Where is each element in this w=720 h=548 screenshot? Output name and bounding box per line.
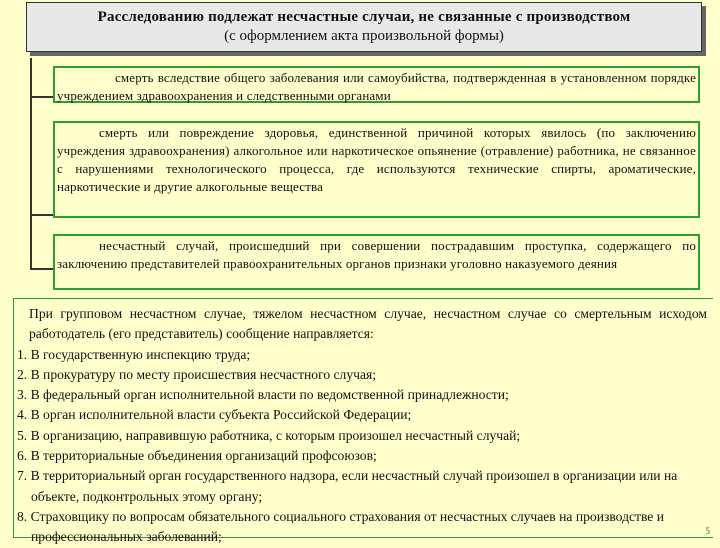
recipient-list — [17, 345, 713, 548]
case-text-2: смерть или повреждение здоровья, единственной причиной которых явилось (по заключению учреждения здравоохранения) алкогольное или наркотическое опьянение (отравление) работника, не связанное с нарушениями технологического процесса, где используются технические спирты, ароматические, наркотические и другие алкогольные вещества — [57, 125, 696, 194]
case-box-3 — [53, 234, 700, 290]
page-number: 5 — [705, 526, 710, 536]
title-line-2: (с оформлением акта произвольной формы) — [224, 28, 504, 44]
recipient-item: 8. Страховщику по вопросам обязательного социального страхования от несчастных случаев на производстве и профессиональных заболеваний; — [17, 508, 665, 545]
connector-spine — [30, 58, 32, 268]
recipient-item: 1. В государственную инспекцию труда; — [17, 346, 251, 362]
recipient-item: 4. В орган исполнительной власти субъекта Российской Федерации; — [17, 407, 412, 423]
notification-section — [13, 298, 713, 545]
title-box — [26, 2, 702, 52]
notification-intro: При групповом несчастном случае, тяжелом несчастном случае, несчастном случае со смертельным исходом работодатель (его представитель) сообщение направляется: — [29, 306, 707, 342]
case-text-3: несчастный случай, происшедший при совершении пострадавшим проступка, содержащего по заключению представителей правоохранительных органов признаки уголовно наказуемого деяния — [57, 238, 696, 271]
recipient-item: 3. В федеральный орган исполнительной власти по ведомственной принадлежности; — [17, 387, 509, 403]
recipient-item: 5. В организацию, направившую работника, с которым произошел несчастный случай; — [17, 427, 521, 443]
recipient-item: 7. В территориальный орган государственного надзора, если несчастный случай произошел в организации или на объекте, подконтрольных этому органу; — [17, 468, 678, 504]
recipient-item: 6. В территориальные объединения организаций профсоюзов; — [17, 448, 377, 464]
title-line-1: Расследованию подлежат несчастные случаи, не связанные с производством — [97, 9, 631, 25]
case-box-1 — [53, 66, 700, 103]
case-text-1: смерть вследствие общего заболевания или самоубийства, подтвержденная в установленном порядке учреждением здравоохранения и следственными органами — [57, 70, 696, 103]
recipient-item: 2. В прокуратуру по месту происшествия несчастного случая; — [17, 366, 377, 382]
case-box-2 — [53, 121, 700, 218]
